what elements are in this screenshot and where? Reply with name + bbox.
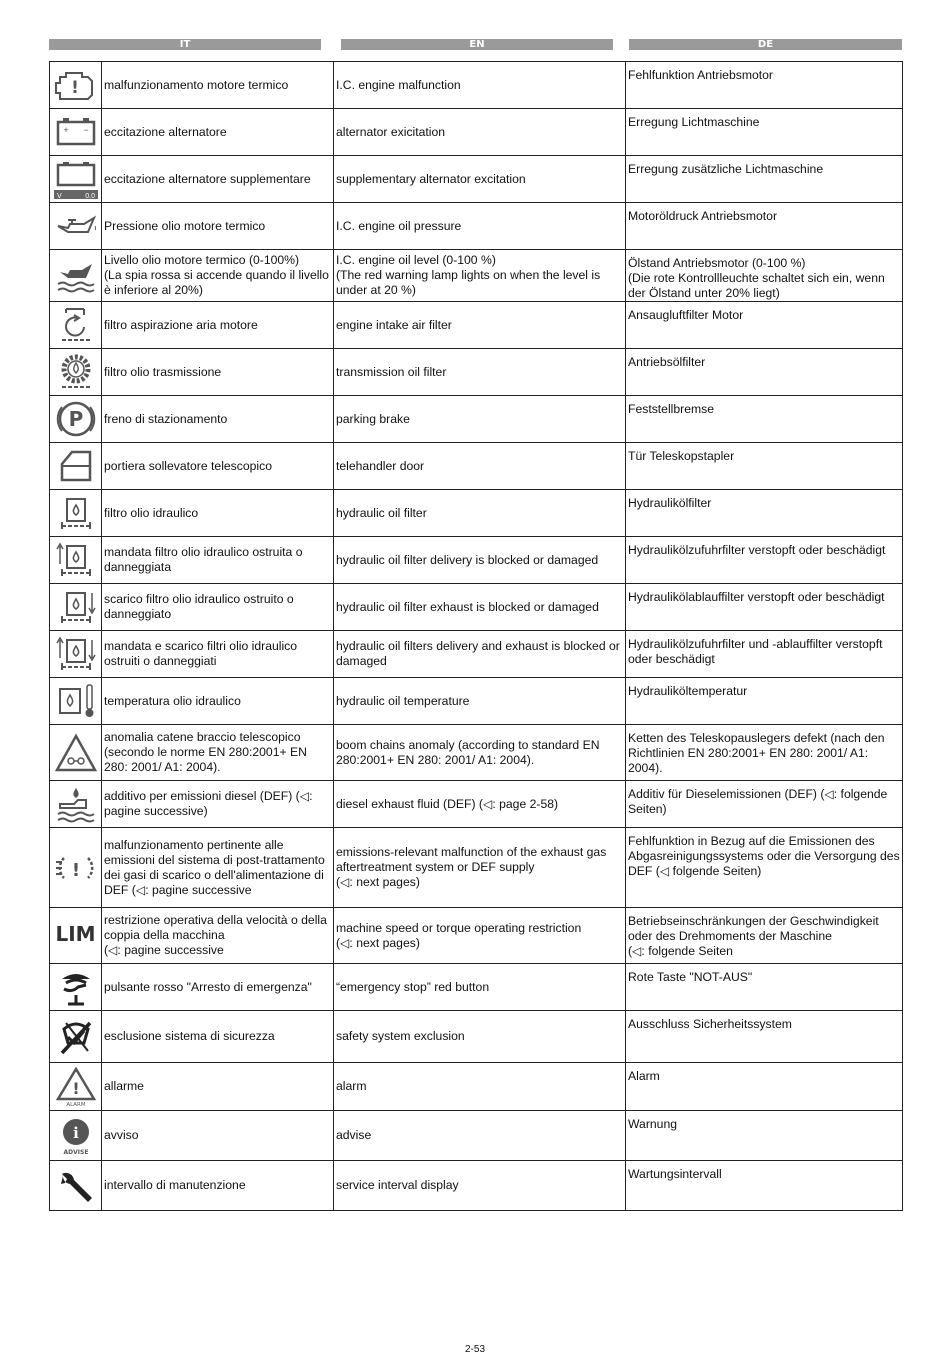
cell-de: Erregung zusätzliche Lichtmaschine — [626, 156, 903, 203]
table-row — [50, 302, 903, 349]
cell-en: advise — [334, 1111, 626, 1161]
alarm-icon — [50, 1063, 102, 1111]
svg-text:!: ! — [71, 1078, 80, 1098]
hydraulic-filters-both-icon — [50, 631, 102, 678]
table-row — [50, 1161, 903, 1211]
cell-de: Additiv für Dieselemissionen (DEF) (◁: folgende Seiten) — [626, 781, 903, 828]
header-de: DE — [629, 39, 902, 50]
cell-de: Hydraulikölfilter — [626, 490, 903, 537]
svg-text:!: ! — [71, 859, 80, 881]
header-it: IT — [49, 39, 321, 50]
table-row — [50, 443, 903, 490]
table-row — [50, 631, 903, 678]
table-row — [50, 156, 903, 203]
table-row — [50, 1011, 903, 1063]
cell-de: Hydraulikölzufuhrfilter verstopft oder beschädigt — [626, 537, 903, 584]
battery-voltage-icon — [50, 156, 102, 203]
table-row — [50, 1063, 903, 1111]
boom-chain-warning-icon — [50, 725, 102, 781]
table-row — [50, 537, 903, 584]
cell-de: Hydraulikölzufuhrfilter und -ablauffilter verstopft oder beschädigt — [626, 631, 903, 678]
door-icon — [50, 443, 102, 490]
indicator-table — [49, 61, 903, 1211]
cell-en: diesel exhaust fluid (DEF) (◁: page 2-58) — [334, 781, 626, 828]
table-row — [50, 584, 903, 631]
cell-de: Rote Taste "NOT-AUS" — [626, 964, 903, 1011]
svg-text:0.0: 0.0 — [84, 193, 95, 199]
header-en: EN — [341, 39, 613, 50]
emission-malfunction-icon — [50, 828, 102, 908]
table-row — [50, 781, 903, 828]
hydraulic-filter-delivery-icon — [50, 537, 102, 584]
table-row — [50, 490, 903, 537]
hydraulic-filter-exhaust-icon — [50, 584, 102, 631]
svg-text:P: P — [68, 407, 83, 431]
cell-de: Fehlfunktion Antriebsmotor — [626, 62, 903, 109]
cell-en: I.C. engine oil pressure — [334, 203, 626, 250]
cell-it: anomalia catene braccio telescopico (secondo le norme EN 280:2001+ EN 280: 2001/ A1: 2004). — [102, 725, 334, 781]
svg-text:V: V — [56, 193, 62, 199]
cell-en: hydraulic oil temperature — [334, 678, 626, 725]
cell-en: hydraulic oil filter exhaust is blocked or damaged — [334, 584, 626, 631]
cell-en: supplementary alternator excitation — [334, 156, 626, 203]
cell-en: telehandler door — [334, 443, 626, 490]
svg-text:+: + — [62, 125, 69, 135]
cell-it: allarme — [102, 1063, 334, 1111]
parking-brake-icon — [50, 396, 102, 443]
hydraulic-oil-temperature-icon — [50, 678, 102, 725]
cell-it: mandata filtro olio idraulico ostruita o danneggiata — [102, 537, 334, 584]
cell-it: mandata e scarico filtri olio idraulico ostruiti o danneggiati — [102, 631, 334, 678]
table-row — [50, 396, 903, 443]
cell-it: intervallo di manutenzione — [102, 1161, 334, 1211]
cell-de: Alarm — [626, 1063, 903, 1111]
cell-en: emissions-relevant malfunction of the exhaust gas aftertreatment system or DEF supply (◁: next pages) — [334, 828, 626, 908]
table-row — [50, 1111, 903, 1161]
table-row — [50, 964, 903, 1011]
svg-text:−: − — [82, 125, 89, 135]
safety-exclusion-icon — [50, 1011, 102, 1063]
cell-en: “emergency stop” red button — [334, 964, 626, 1011]
cell-it: avviso — [102, 1111, 334, 1161]
wrench-icon — [50, 1161, 102, 1211]
cell-it: eccitazione alternatore supplementare — [102, 156, 334, 203]
table-row — [50, 109, 903, 156]
cell-en: alternator exicitation — [334, 109, 626, 156]
cell-de: Ölstand Antriebsmotor (0-100 %) (Die rote Kontrollleuchte schaltet sich ein, wenn der Ölstand unter 20% liegt) — [626, 250, 903, 302]
cell-de: Motoröldruck Antriebsmotor — [626, 203, 903, 250]
cell-en: service interval display — [334, 1161, 626, 1211]
cell-it: Livello olio motore termico (0-100%) (La spia rossa si accende quando il livello è inferiore al 20%) — [102, 250, 334, 302]
table-row — [50, 678, 903, 725]
cell-de: Wartungsintervall — [626, 1161, 903, 1211]
cell-en: alarm — [334, 1063, 626, 1111]
cell-it: filtro olio idraulico — [102, 490, 334, 537]
cell-it: eccitazione alternatore — [102, 109, 334, 156]
cell-it: Pressione olio motore termico — [102, 203, 334, 250]
cell-de: Ketten des Teleskopauslegers defekt (nach den Richtlinien EN 280:2001+ EN 280: 2001/ A1: 2004). — [626, 725, 903, 781]
cell-en: boom chains anomaly (according to standard EN 280:2001+ EN 280: 2001/ A1: 2004). — [334, 725, 626, 781]
table-row — [50, 828, 903, 908]
svg-text:ADVISE: ADVISE — [63, 1148, 88, 1156]
cell-en: parking brake — [334, 396, 626, 443]
cell-de: Fehlfunktion in Bezug auf die Emissionen des Abgasreinigungssystems oder die Versorgung des DEF (◁ folgende Seiten) — [626, 828, 903, 908]
table-row — [50, 62, 903, 109]
cell-en: I.C. engine malfunction — [334, 62, 626, 109]
def-fluid-icon — [50, 781, 102, 828]
cell-de: Warnung — [626, 1111, 903, 1161]
battery-icon — [50, 109, 102, 156]
cell-it: scarico filtro olio idraulico ostruito o danneggiato — [102, 584, 334, 631]
advise-icon — [50, 1111, 102, 1161]
cell-it: additivo per emissioni diesel (DEF) (◁: pagine successive) — [102, 781, 334, 828]
svg-text:i: i — [72, 1123, 79, 1142]
cell-de: Antriebsölfilter — [626, 349, 903, 396]
cell-de: Hydraulikölablauffilter verstopft oder beschädigt — [626, 584, 903, 631]
hydraulic-filter-icon — [50, 490, 102, 537]
cell-de: Ansaugluftfilter Motor — [626, 302, 903, 349]
cell-de: Tür Teleskopstapler — [626, 443, 903, 490]
cell-en: hydraulic oil filter — [334, 490, 626, 537]
cell-it: temperatura olio idraulico — [102, 678, 334, 725]
cell-en: I.C. engine oil level (0-100 %) (The red warning lamp lights on when the level is under at 20 %) — [334, 250, 626, 302]
cell-it: esclusione sistema di sicurezza — [102, 1011, 334, 1063]
cell-de: Feststellbremse — [626, 396, 903, 443]
cell-en: hydraulic oil filter delivery is blocked or damaged — [334, 537, 626, 584]
oil-can-icon — [50, 203, 102, 250]
table-row — [50, 250, 903, 302]
cell-it: freno di stazionamento — [102, 396, 334, 443]
cell-en: safety system exclusion — [334, 1011, 626, 1063]
cell-it: restrizione operativa della velocità o della coppia della macchina (◁: pagine successive — [102, 908, 334, 964]
cell-de: Erregung Lichtmaschine — [626, 109, 903, 156]
engine-warning-icon — [50, 62, 102, 109]
cell-it: malfunzionamento pertinente alle emissioni del sistema di post-trattamento dei gasi di scarico o dell'alimentazione di DEF (◁: pagine successive — [102, 828, 334, 908]
cell-en: engine intake air filter — [334, 302, 626, 349]
cell-it: filtro aspirazione aria motore — [102, 302, 334, 349]
table-row — [50, 349, 903, 396]
lim-icon-text: LIM — [55, 921, 96, 946]
svg-text:ALARM: ALARM — [65, 1101, 86, 1107]
cell-it: portiera sollevatore telescopico — [102, 443, 334, 490]
svg-text:!: ! — [70, 78, 79, 98]
emergency-stop-icon — [50, 964, 102, 1011]
cell-it: malfunzionamento motore termico — [102, 62, 334, 109]
air-filter-icon — [50, 302, 102, 349]
cell-de: Betriebseinschränkungen der Geschwindigkeit oder des Drehmoments der Maschine (◁: folgende Seiten — [626, 908, 903, 964]
table-row — [50, 203, 903, 250]
cell-de: Ausschluss Sicherheitssystem — [626, 1011, 903, 1063]
table-row — [50, 908, 903, 964]
cell-en: machine speed or torque operating restriction (◁: next pages) — [334, 908, 626, 964]
cell-en: hydraulic oil filters delivery and exhaust is blocked or damaged — [334, 631, 626, 678]
cell-de: Hydrauliköltemperatur — [626, 678, 903, 725]
oil-level-icon — [50, 250, 102, 302]
cell-it: filtro olio trasmissione — [102, 349, 334, 396]
cell-en: transmission oil filter — [334, 349, 626, 396]
lim-icon — [50, 908, 102, 964]
table-row — [50, 725, 903, 781]
page-number: 2-53 — [464, 1344, 485, 1355]
transmission-oil-filter-icon — [50, 349, 102, 396]
cell-it: pulsante rosso "Arresto di emergenza" — [102, 964, 334, 1011]
